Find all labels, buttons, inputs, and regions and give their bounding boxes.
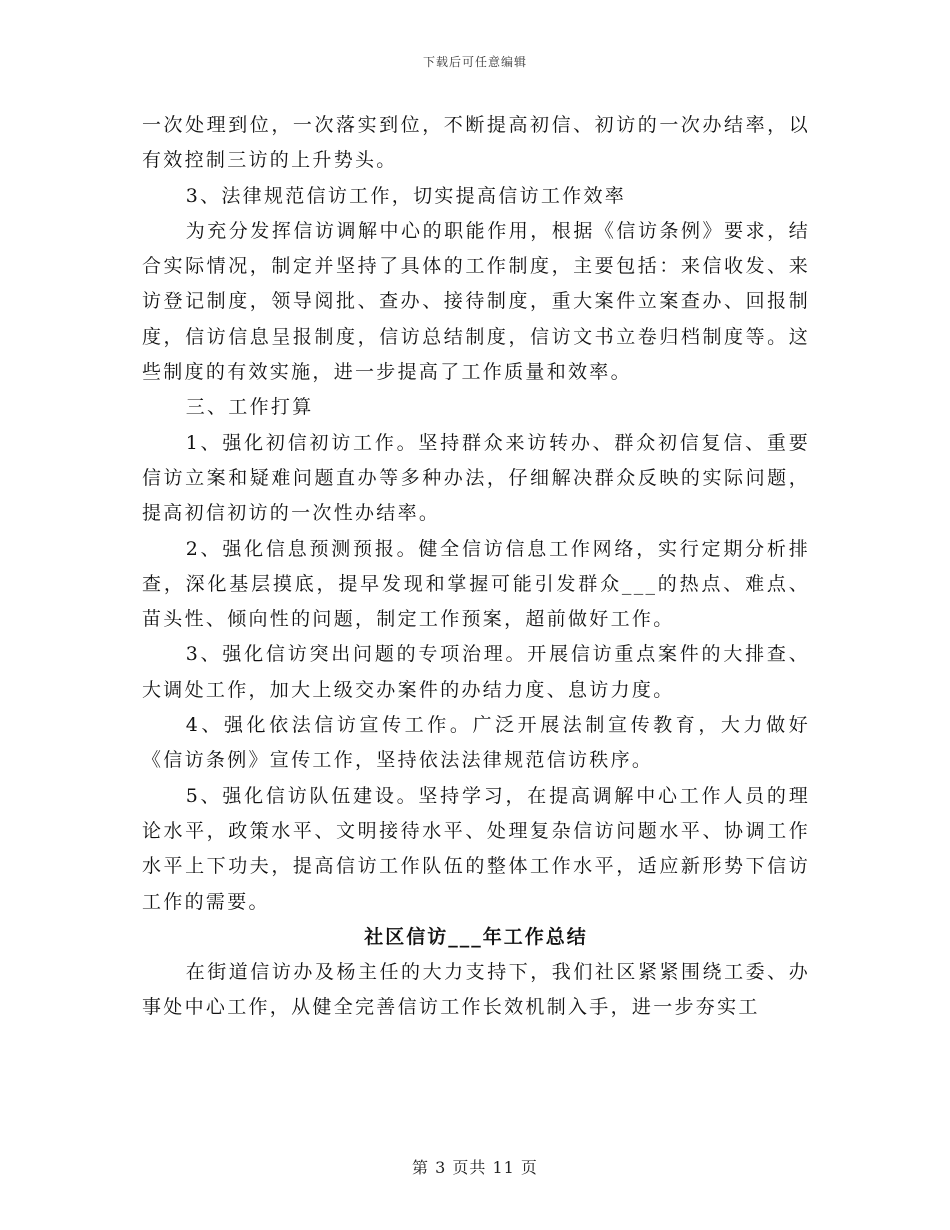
section-heading-plans: 三、工作打算 xyxy=(185,396,314,419)
page-number: 第 3 页共 11 页 xyxy=(412,1158,538,1177)
paragraph-plan-4: 4、强化依法信访宣传工作。广泛开展法制宣传教育，大力做好《信访条例》宣传工作，坚持依法法律规范信访秩序。 xyxy=(142,714,810,772)
header-note: 下载后可任意编辑 xyxy=(422,55,527,69)
paragraph-plan-2: 2、强化信息预测预报。健全信访信息工作网络，实行定期分析排查，深化基层摸底，提早发现和掌握可能引发群众___的热点、难点、苗头性、倾向性的问题，制定工作预案，超前做好工作。 xyxy=(142,537,810,631)
paragraph-continuation: 一次处理到位，一次落实到位，不断提高初信、初访的一次办结率，以有效控制三访的上升势头。 xyxy=(142,114,810,172)
paragraph-systems: 为充分发挥信访调解中心的职能作用，根据《信访条例》要求，结合实际情况，制定并坚持了具体的工作制度，主要包括：来信收发、来访登记制度，领导阅批、查办、接待制度，重大案件立案查办、回报制度，信访信息呈报制度，信访总结制度，信访文书立卷归档制度等。这些制度的有效实施，进一步提高了工作质量和效率。 xyxy=(142,219,810,384)
document-body xyxy=(142,108,810,1026)
paragraph-plan-1: 1、强化初信初访工作。坚持群众来访转办、群众初信复信、重要信访立案和疑难问题直办等多种办法，仔细解决群众反映的实际问题，提高初信初访的一次性办结率。 xyxy=(142,431,810,525)
document-title-community: 社区信访___年工作总结 xyxy=(364,925,588,948)
subheading-law-standard: 3、法律规范信访工作，切实提高信访工作效率 xyxy=(185,184,627,207)
paragraph-plan-5: 5、强化信访队伍建设。坚持学习，在提高调解中心工作人员的理论水平，政策水平、文明接待水平、处理复杂信访问题水平、协调工作水平上下功夫，提高信访工作队伍的整体工作水平，适应新形势下信访工作的需要。 xyxy=(142,784,810,913)
paragraph-community-intro: 在街道信访办及杨主任的大力支持下，我们社区紧紧围绕工委、办事处中心工作，从健全完善信访工作长效机制入手，进一步夯实工 xyxy=(142,961,810,1019)
paragraph-plan-3: 3、强化信访突出问题的专项治理。开展信访重点案件的大排查、大调处工作，加大上级交办案件的办结力度、息访力度。 xyxy=(142,643,810,701)
